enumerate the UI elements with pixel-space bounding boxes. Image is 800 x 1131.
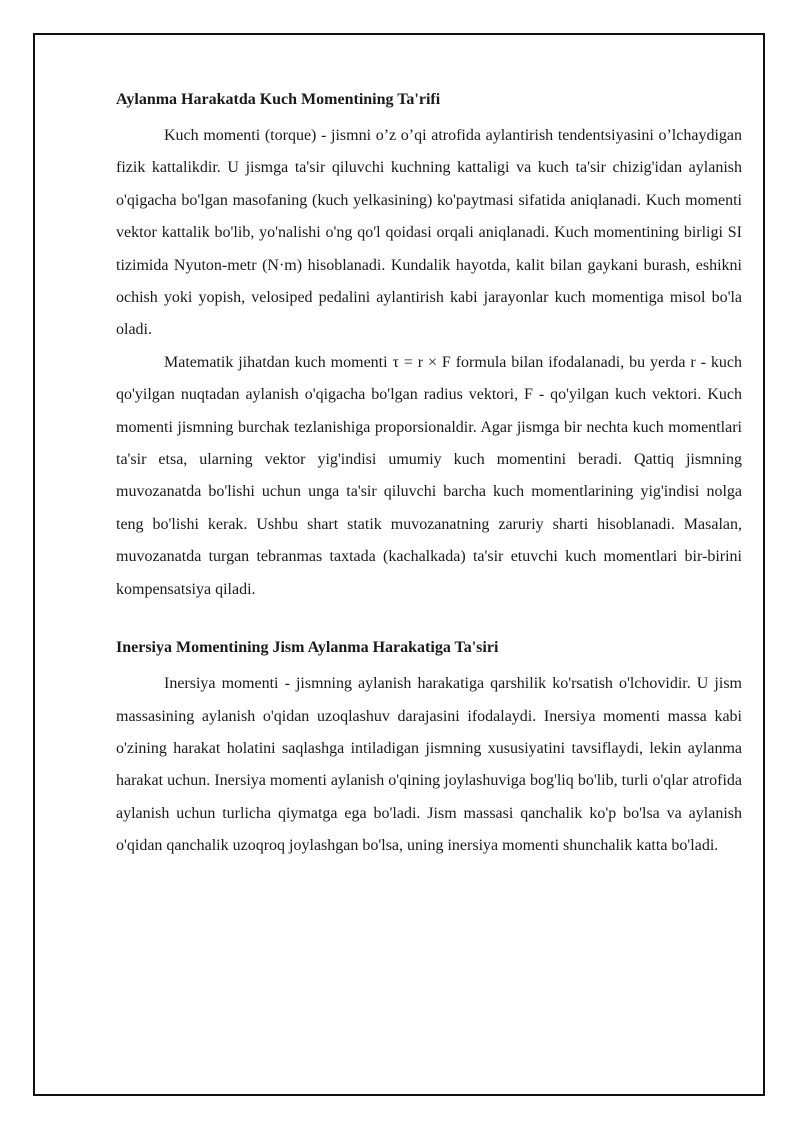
section-heading: Aylanma Harakatda Kuch Momentining Ta'rifi xyxy=(116,91,441,108)
section-heading: Inersiya Momentining Jism Aylanma Harakatiga Ta'siri xyxy=(116,639,499,657)
section-moment-of-inertia xyxy=(116,632,742,862)
section-torque-definition xyxy=(116,84,742,606)
paragraph: Inersiya momenti - jismning aylanish harakatiga qarshilik ko'rsatish o'lchovidir. U jism massasining aylanish o'qidan uzoqlashuv darajasini ifodalaydi. Inersiya momenti massa kabi o'zining harakat holatini saqlashga intiladigan jismning xususiyatini tavsiflaydi, lekin aylanma harakat uchun. Inersiya momenti aylanish o'qining joylashuviga bog'liq bo'lib, turli o'qlar atrofida aylanish uchun turlicha qiymatga ega bo'ladi. Jism massasi qanchalik ko'p bo'lsa va aylanish o'qidan qanchalik uzoqroq joylashgan bo'lsa, uning inersiya momenti shunchalik katta bo'ladi. xyxy=(116,675,742,855)
paragraph: Kuch momenti (torque) - jismni o’z o’qi atrofida aylantirish tendentsiyasini o’lchaydigan fizik kattalikdir. U jismga ta'sir qiluvchi kuchning kattaligi va kuch ta'sir chizig'idan aylanish o'qigacha bo'lgan masofaning (kuch yelkasining) ko'paytmasi sifatida aniqlanadi. Kuch momenti vektor kattalik bo'lib, yo'nalishi o'ng qo'l qoidasi orqali aniqlanadi. Kuch momentining birligi SI tizimida Nyuton-metr (N·m) hisoblanadi. Kundalik hayotda, kalit bilan gaykani burash, eshikni ochish yoki yopish, velosiped pedalini aylantirish kabi jarayonlar kuch momentiga misol bo'la oladi. xyxy=(116,127,742,339)
paragraph: Matematik jihatdan kuch momenti τ = r × F formula bilan ifodalanadi, bu yerda r - kuch qo'yilgan nuqtadan aylanish o'qigacha bo'lgan radius vektori, F - qo'yilgan kuch vektori. Kuch momenti jismning burchak tezlanishiga proporsionaldir. Agar jismga bir nechta kuch momentlari ta'sir etsa, ularning vektor yig'indisi umumiy kuch momentini beradi. Qattiq jismning muvozanatda bo'lishi uchun unga ta'sir qiluvchi barcha kuch momentlarining yig'indisi nolga teng bo'lishi kerak. Ushbu shart statik muvozanatning zaruriy sharti hisoblanadi. Masalan, muvozanatda turgan tebranmas taxtada (kachalkada) ta'sir etuvchi kuch momentlari bir-birini kompensatsiya qiladi. xyxy=(116,353,742,598)
document-body xyxy=(116,84,742,863)
